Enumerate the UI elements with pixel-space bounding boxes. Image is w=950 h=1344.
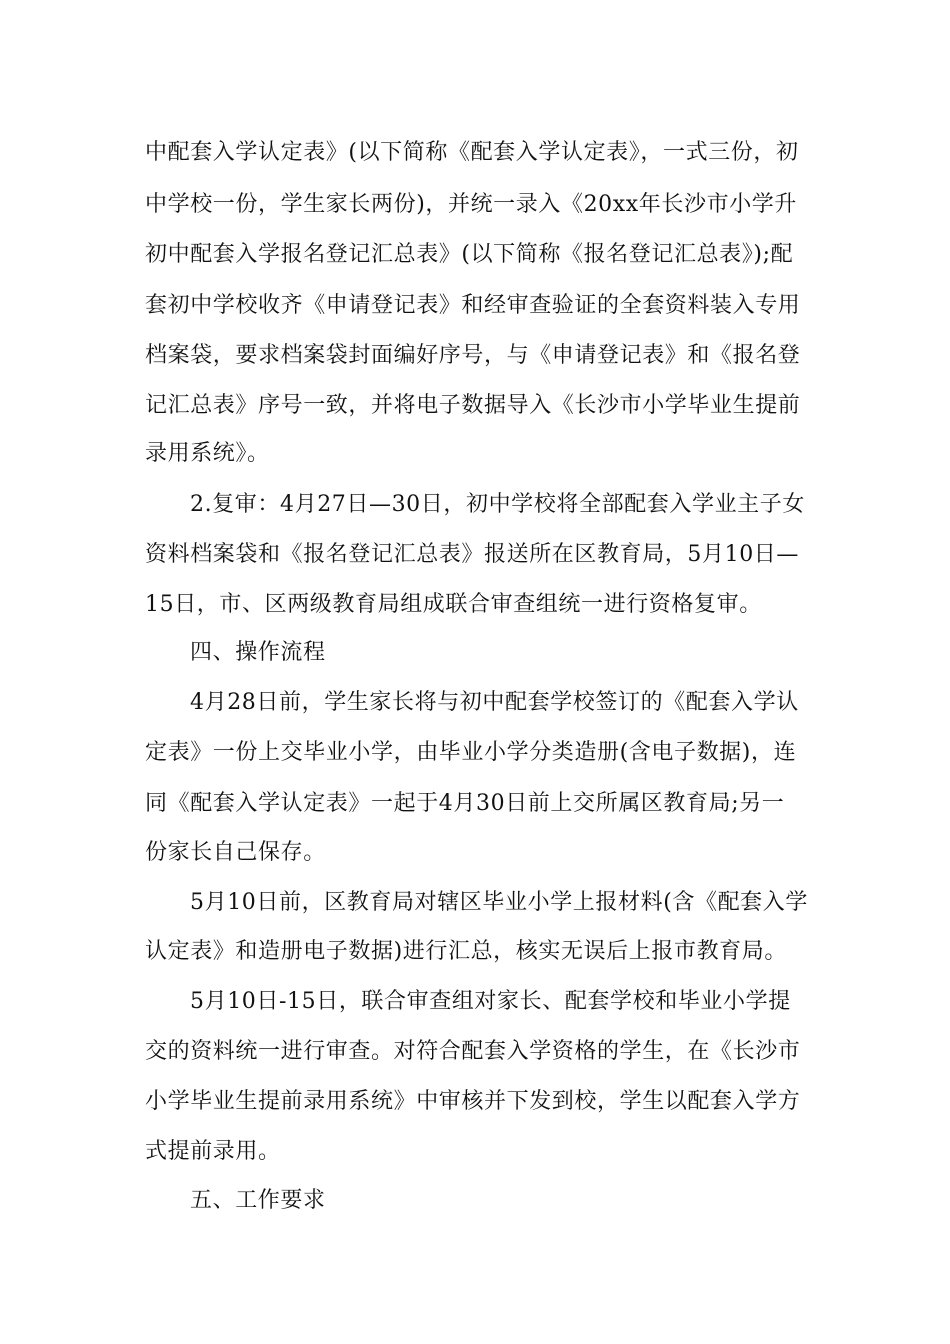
section-heading: 四、操作流程: [190, 640, 326, 665]
text-line: 中配套入学认定表》(以下简称《配套入学认定表》，一式三份，初: [145, 140, 799, 165]
text-line: 小学毕业生提前录用系统》中审核并下发到校，学生以配套入学方: [145, 1089, 801, 1114]
text-line: 录用系统》。: [145, 441, 270, 466]
text-line: 初中配套入学报名登记汇总表》(以下简称《报名登记汇总表》);配: [145, 242, 794, 267]
text-line: 套初中学校收齐《申请登记表》和经审查验证的全套资料装入专用: [145, 293, 801, 318]
text-line: 交的资料统一进行审查。对符合配套入学资格的学生，在《长沙市: [145, 1039, 801, 1064]
text-line: 5月10日前，区教育局对辖区毕业小学上报材料(含《配套入学: [190, 890, 808, 915]
text-line: 记汇总表》序号一致，并将电子数据导入《长沙市小学毕业生提前: [145, 393, 801, 418]
text-line: 中学校一份，学生家长两份)，并统一录入《20xx年长沙市小学升: [145, 192, 797, 217]
text-line: 5月10日-15日，联合审查组对家长、配套学校和毕业小学提: [190, 989, 791, 1014]
text-line: 资料档案袋和《报名登记汇总表》报送所在区教育局，5月10日—: [145, 542, 799, 567]
text-line: 份家长自己保存。: [145, 840, 326, 865]
text-line: 15日，市、区两级教育局组成联合审查组统一进行资格复审。: [145, 592, 762, 617]
text-line: 档案袋，要求档案袋封面编好序号，与《申请登记表》和《报名登: [145, 343, 801, 368]
text-line: 同《配套入学认定表》一起于4月30日前上交所属区教育局;另一: [145, 791, 785, 816]
text-line: 定表》一份上交毕业小学，由毕业小学分类造册(含电子数据)，连: [145, 740, 797, 765]
text-line: 式提前录用。: [145, 1139, 281, 1164]
text-line: 4月28日前，学生家长将与初中配套学校签订的《配套入学认: [190, 690, 799, 715]
text-line: 认定表》和造册电子数据)进行汇总，核实无误后上报市教育局。: [145, 939, 787, 964]
text-line: 2.复审：4月27日—30日，初中学校将全部配套入学业主子女: [190, 492, 805, 517]
section-heading: 五、工作要求: [190, 1188, 326, 1213]
